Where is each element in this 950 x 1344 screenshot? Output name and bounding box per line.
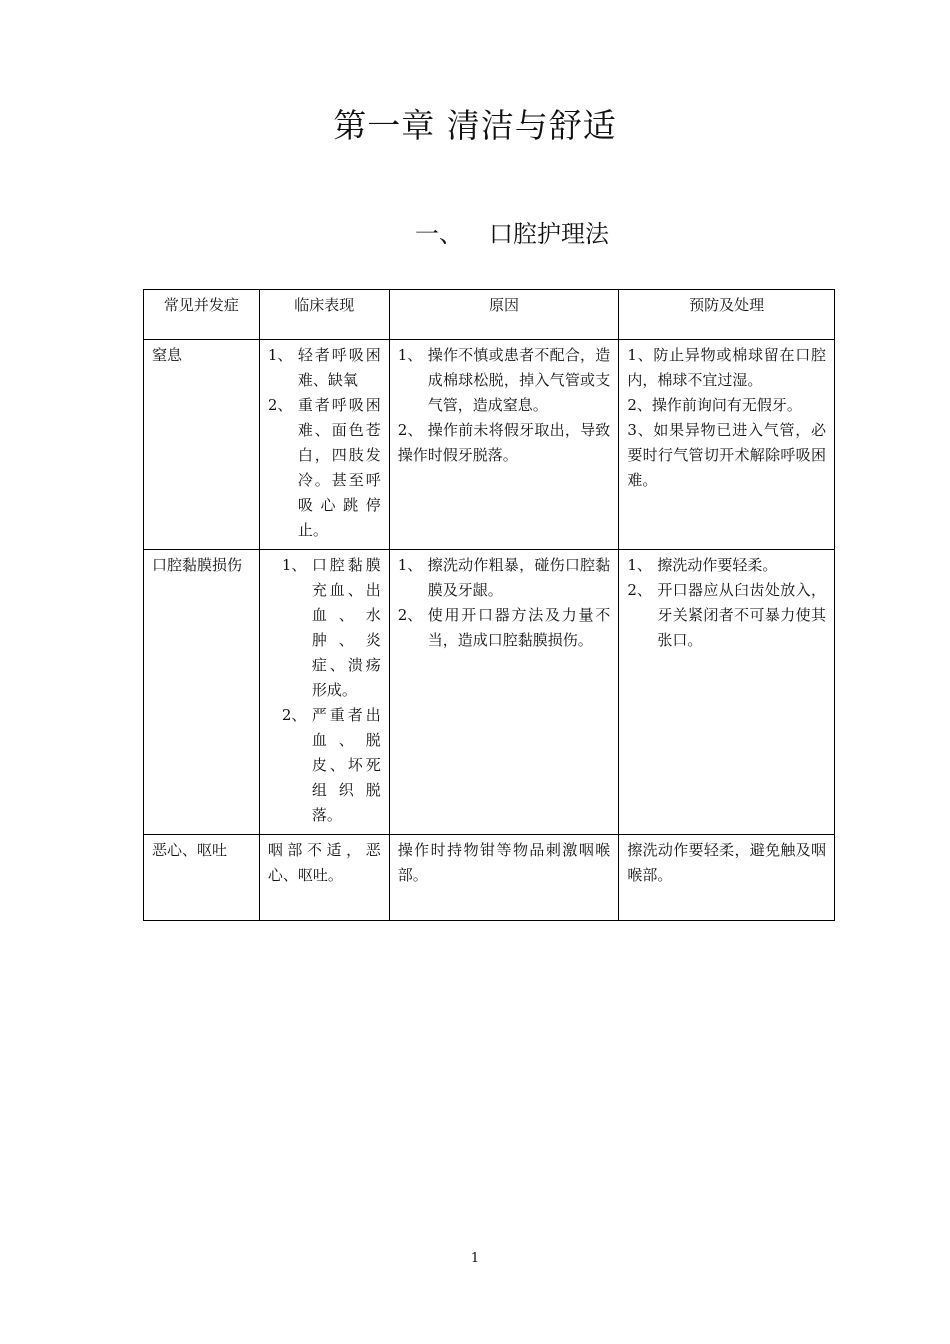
table-header-row [144,290,835,340]
list-item: 1、 擦洗动作粗暴，碰伤口腔黏膜及牙龈。 [397,556,611,599]
complications-table [143,289,835,921]
list-item: 1、 操作不慎或患者不配合，造成棉球松脱，掉入气管或支气管，造成窒息。 [397,346,611,414]
list-item: 1、 口腔黏膜充血、出血、水肿、炎症、溃疡形成。 [281,556,381,699]
section-number: 一、 [415,220,463,248]
cell-prevention [619,550,835,835]
cell-prevention [619,340,835,550]
cell-symptoms: 咽部不适，恶心、呕吐。 [259,835,389,921]
cell-symptoms [259,340,389,550]
chapter-title: 第一章 清洁与舒适 [333,106,617,145]
cell-complication: 恶心、呕吐 [144,835,260,921]
cell-prevention: 擦洗动作要轻柔，避免触及咽喉部。 [619,835,835,921]
section-title [415,214,609,249]
header-prevention: 预防及处理 [619,290,835,340]
list-item: 3、如果异物已进入气管，必要时行气管切开术解除呼吸困难。 [627,421,826,489]
list-item: 2、操作前询问有无假牙。 [627,396,802,414]
list-item: 2、 开口器应从臼齿处放入，牙关紧闭者不可暴力使其张口。 [627,581,826,649]
list-item: 2、 重者呼吸困难、面色苍白，四肢发冷。甚至呼吸心跳停止。 [267,396,381,539]
cell-causes [389,550,619,835]
list-item: 2、 操作前未将假牙取出，导致操作时假牙脱落。 [397,421,611,464]
table-row [144,340,835,550]
cell-complication: 口腔黏膜损伤 [144,550,260,835]
list-item: 1、防止异物或棉球留在口腔内，棉球不宜过湿。 [627,346,826,389]
list-item: 2、 严重者出血、脱皮、坏死组织脱落。 [281,706,381,824]
cell-symptoms [259,550,389,835]
cell-causes: 操作时持物钳等物品刺激咽喉部。 [389,835,619,921]
cell-complication: 窒息 [144,340,260,550]
table-row [144,835,835,921]
header-causes: 原因 [389,290,619,340]
header-complication: 常见并发症 [144,290,260,340]
list-item: 2、 使用开口器方法及力量不当，造成口腔黏膜损伤。 [397,606,611,649]
section-title-text: 口腔护理法 [489,220,609,248]
cell-causes [389,340,619,550]
page-number: 1 [470,1251,480,1266]
table-row [144,550,835,835]
list-item: 1、 轻者呼吸困难、缺氧 [267,346,381,389]
list-item: 1、 擦洗动作要轻柔。 [627,556,778,574]
header-symptoms: 临床表现 [259,290,389,340]
